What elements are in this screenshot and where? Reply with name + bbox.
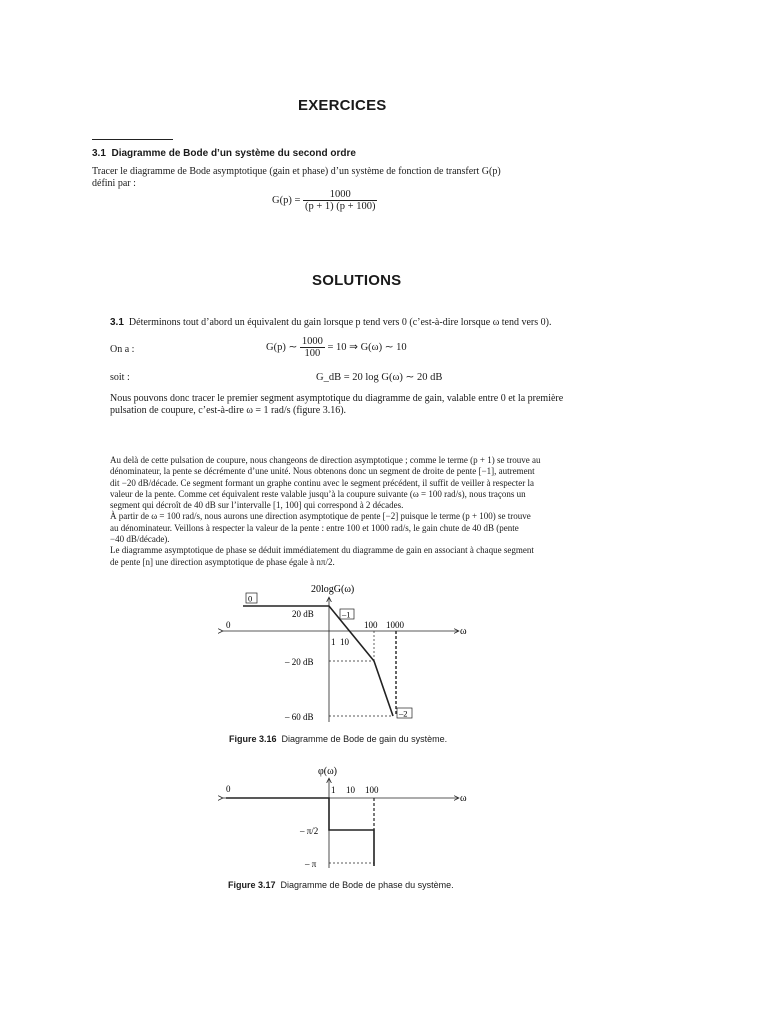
soit-label: soit :	[110, 372, 130, 383]
paragraph-line: Nous pouvons donc tracer le premier segment asymptotique du diagramme de gain, valable entre 0 et la première	[110, 393, 564, 404]
paragraph-line: pulsation de coupure, c’est-à-dire ω = 1 rad/s (figure 3.16).	[110, 405, 347, 416]
level-label-minus-pi-over-2: – π/2	[300, 826, 319, 836]
tick-label-10: 10	[340, 637, 349, 647]
gain-x-axis-label: ω	[460, 626, 467, 637]
gain-db-equation: G_dB = 20 log G(ω) ∼ 20 dB	[316, 372, 443, 383]
phase-tick-label-1: 1	[331, 785, 336, 795]
paragraph-line: dit −20 dB/décade. Ce segment formant un graphe continu avec le segment précédent, il suffit de veiller à respecter la	[110, 477, 535, 488]
tick-label-100: 100	[364, 620, 378, 630]
figure-3-17-caption	[228, 880, 454, 890]
equation-denominator: 100	[304, 348, 321, 359]
caption-number: Figure 3.17	[228, 880, 276, 890]
solution-intro-text: Déterminons tout d’abord un équivalent du gain lorsque p tend vers 0 (c’est-à-dire lorsque ω tend vers 0).	[128, 317, 552, 328]
tick-label-1: 1	[331, 637, 336, 647]
equation-numerator: 1000	[301, 336, 323, 347]
paragraph-line: segment qui décroît de 40 dB sur l’intervalle [1, 100] qui correspond à 2 décades.	[110, 500, 404, 511]
phase-tick-label-10: 10	[346, 785, 355, 795]
paragraph-line: −40 dB/décade).	[110, 534, 170, 545]
slope-label-minus1: –1	[342, 609, 351, 620]
paragraph-line: dénominateur, la pente se décrémente d’une unité. Nous obtenons donc un segment de droite de pente [−1], autrement	[110, 466, 535, 477]
problem-number: 3.1	[92, 148, 106, 159]
phase-tick-label-100: 100	[365, 785, 379, 795]
phase-x-axis-label: ω	[460, 793, 467, 804]
paragraph-line: À partir de ω = 100 rad/s, nous aurons une direction asymptotique de pente [−2] puisque le terme (p + 100) se trouve	[110, 511, 531, 522]
level-label-minus-pi: – π	[305, 859, 317, 869]
equation-lhs: G(p) =	[272, 194, 301, 206]
paragraph-line: au dénominateur. Veillons à respecter la valeur de la pente : entre 100 et 1000 rad/s, le gain chute de 40 dB (pente	[110, 522, 519, 533]
paragraph-line: de pente [n] une direction asymptotique de phase égale à nπ/2.	[110, 556, 335, 567]
tick-label-1000: 1000	[386, 620, 404, 630]
slope-label-minus2: –2	[399, 708, 408, 719]
equation-denominator: (p + 1) (p + 100)	[305, 201, 376, 212]
level-label-minus20db: – 20 dB	[285, 657, 314, 667]
on-a-label: On a :	[110, 344, 135, 355]
problem-title-text: Diagramme de Bode d’un système du second ordre	[111, 148, 356, 159]
paragraph-line: Au delà de cette pulsation de coupure, nous changeons de direction asymptotique ; comme le terme (p + 1) se trouve au	[110, 455, 541, 465]
exercises-heading: EXERCICES	[298, 97, 387, 114]
slope-label-0: 0	[248, 593, 253, 604]
paragraph-line: valeur de la pente. Comme cet équivalent reste valable jusqu’à la coupure suivante (ω = 100 rad/s), nous traçons un	[110, 488, 526, 499]
paragraph-line: Le diagramme asymptotique de phase se déduit immédiatement du diagramme de gain en associant à chaque segment	[110, 545, 534, 556]
phase-y-axis-label: φ(ω)	[318, 766, 338, 777]
caption-number: Figure 3.16	[229, 734, 277, 744]
level-label-20db: 20 dB	[292, 609, 314, 619]
caption-text: Diagramme de Bode de gain du système.	[281, 734, 448, 744]
equation-lhs: G(p) ∼	[266, 341, 298, 353]
gain-y-axis-label: 20logG(ω)	[311, 584, 355, 595]
level-label-minus60db: – 60 dB	[285, 712, 314, 722]
gain-origin-label: 0	[226, 620, 231, 630]
phase-origin-label: 0	[226, 784, 231, 794]
statement-line: défini par :	[92, 178, 136, 189]
statement-line: Tracer le diagramme de Bode asymptotique (gain et phase) d’un système de fonction de transfert G(p)	[92, 166, 501, 177]
solutions-heading: SOLUTIONS	[312, 272, 402, 289]
equation-rhs: = 10 ⇒ G(ω) ∼ 10	[327, 341, 407, 353]
caption-text: Diagramme de Bode de phase du système.	[280, 880, 454, 890]
equation-numerator: 1000	[303, 189, 377, 201]
solution-number: 3.1	[110, 317, 124, 328]
